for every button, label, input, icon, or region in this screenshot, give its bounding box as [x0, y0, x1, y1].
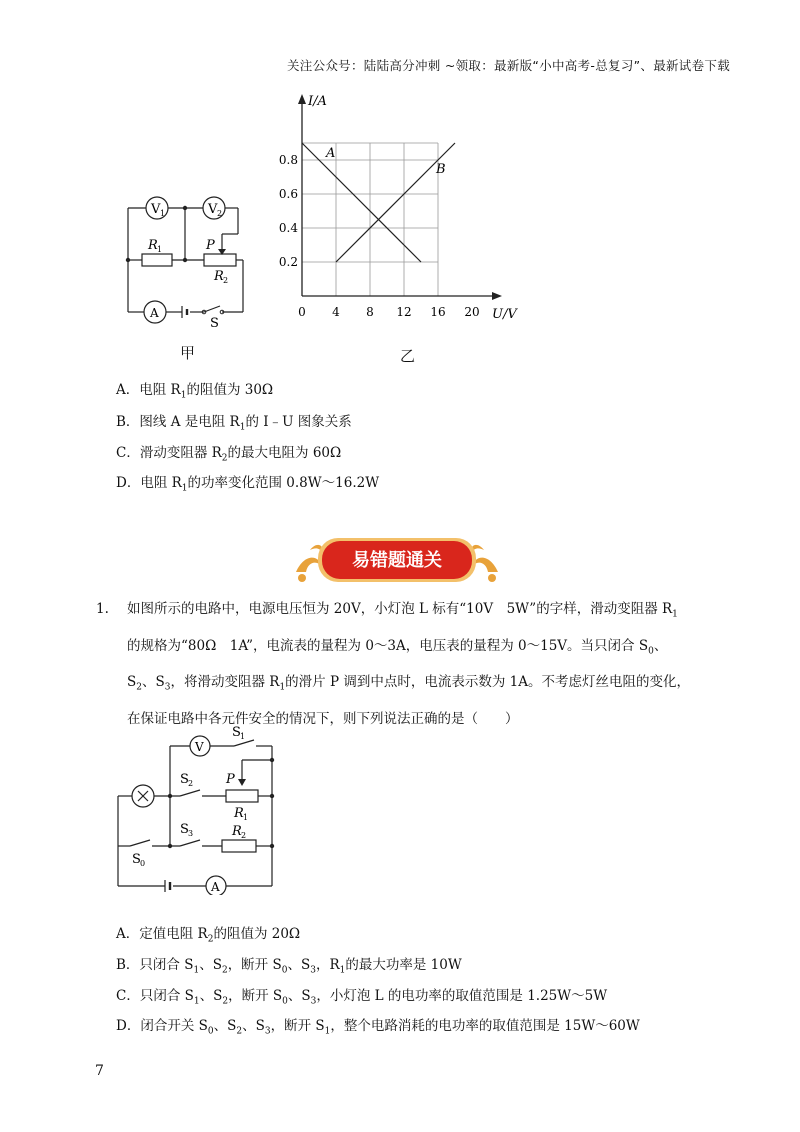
resistor-r1-sub: 1: [243, 813, 249, 822]
ammeter-label: A: [211, 880, 220, 894]
x-tick-label: 8: [366, 305, 374, 319]
switch-s1-label: S: [232, 725, 241, 740]
slider-p-label: P: [226, 772, 235, 787]
question-number: 1.: [96, 601, 109, 617]
circuit-diagram-q2: [110, 720, 290, 895]
resistor-r2-sub: 2: [223, 276, 229, 285]
q2-option-d: D．闭合开关 $S_0$、$S_2$、$S_3$，断开 $S_1$，整个电路消耗的电功率的取值范围是 15W～60W: [116, 1018, 640, 1037]
line-a-label: A: [326, 146, 336, 161]
switch-s3-sub: 3: [188, 829, 194, 838]
q2-option-c: C．只闭合 $S_1$、$S_2$，断开 $S_0$、$S_3$，小灯泡 L 的电功率的取值范围是 1.25W～5W: [116, 988, 608, 1007]
resistor-r2-sub: 2: [241, 831, 247, 840]
switch-s2-label: S: [180, 772, 189, 787]
y-tick-label: 0.8: [278, 153, 298, 167]
series-line-b: [336, 143, 455, 262]
question-stem: 如图所示的电路中，电源电压恒为 20V，小灯泡 L 标有“10V 5W”的字样，滑动变阻器 $R_1$ 的规格为“80Ω 1A”，电流表的量程为 0～3A，电压表的量程为 0～15V。当只闭合 $S_0$、 $S_2$、$S_3$，将滑动变阻器 $R_1$的滑片 P 调到中点时，电流表示数为 1A。不考虑灯丝电阻的变化， 在保证电路中各元件安全的情况下，则下列说法正确的是（ ）: [127, 601, 690, 728]
voltmeter-v2-sub: 2: [217, 209, 223, 218]
y-tick-label: 0.6: [278, 187, 298, 201]
line-b-label: B: [436, 162, 446, 177]
voltmeter-label: V: [195, 740, 204, 754]
page-header: 关注公众号：陆陆高分冲刺 ~领取：最新版“小中高考-总复习”、最新试卷下载: [286, 58, 730, 73]
caption-yi: 乙: [400, 347, 416, 365]
y-axis-label: I/A: [308, 94, 327, 109]
ammeter-label: A: [150, 306, 159, 320]
x-axis-label: U/V: [492, 307, 517, 320]
y-axis-arrow: [298, 94, 306, 104]
switch-s2-sub: 2: [188, 779, 194, 788]
caption-jia: 甲: [180, 344, 196, 362]
slider-p-label: P: [206, 238, 215, 253]
y-tick-label: 0.4: [278, 221, 298, 235]
q1-option-c: C．滑动变阻器 $R_2$的最大电阻为 60Ω: [116, 445, 342, 464]
x-axis-arrow: [492, 292, 502, 300]
x-tick-label: 16: [430, 305, 446, 319]
resistor-r1-label: R: [148, 238, 158, 253]
switch-s1-sub: 1: [240, 732, 246, 741]
voltmeter-v1-sub: 1: [160, 209, 166, 218]
voltmeter-v2-label: V: [208, 202, 218, 217]
resistor-r2-label: R: [232, 824, 242, 839]
x-tick-label: 4: [332, 305, 340, 319]
resistor-r1-sub: 1: [157, 245, 163, 254]
y-tick-label: 0.2: [278, 255, 298, 269]
iu-graph: [278, 88, 528, 320]
switch-s3-label: S: [180, 822, 189, 837]
resistor-r1-label: R: [234, 806, 244, 821]
x-tick-label: 0: [298, 305, 306, 319]
q1-option-d: D．电阻 $R_1$的功率变化范围 0.8W～16.2W: [116, 475, 380, 494]
x-tick-label: 12: [396, 305, 412, 319]
q1-option-b: B．图线 A 是电阻 $R_1$的 I﹣U 图象关系: [116, 414, 352, 433]
section-banner: [292, 532, 502, 588]
resistor-r2-label: R: [214, 269, 224, 284]
voltmeter-v1-label: V: [151, 202, 161, 217]
q1-option-a: A．电阻 $R_1$的阻值为 30Ω: [116, 382, 274, 401]
banner-text: 易错题通关: [352, 550, 442, 571]
q2-option-b: B．只闭合 $S_1$、$S_2$，断开 $S_0$、$S_3$，$R_1$的最大功率是 10W: [116, 957, 462, 976]
x-tick-label: 20: [464, 305, 480, 319]
circuit-diagram-jia: [118, 190, 248, 330]
page-number: 7: [95, 1063, 104, 1079]
switch-s0-sub: 0: [140, 859, 146, 868]
switch-s0-label: S: [132, 852, 141, 867]
switch-s-label: S: [210, 316, 219, 330]
q2-option-a: A．定值电阻 $R_2$的阻值为 20Ω: [116, 926, 301, 945]
series-line-a: [302, 143, 421, 262]
